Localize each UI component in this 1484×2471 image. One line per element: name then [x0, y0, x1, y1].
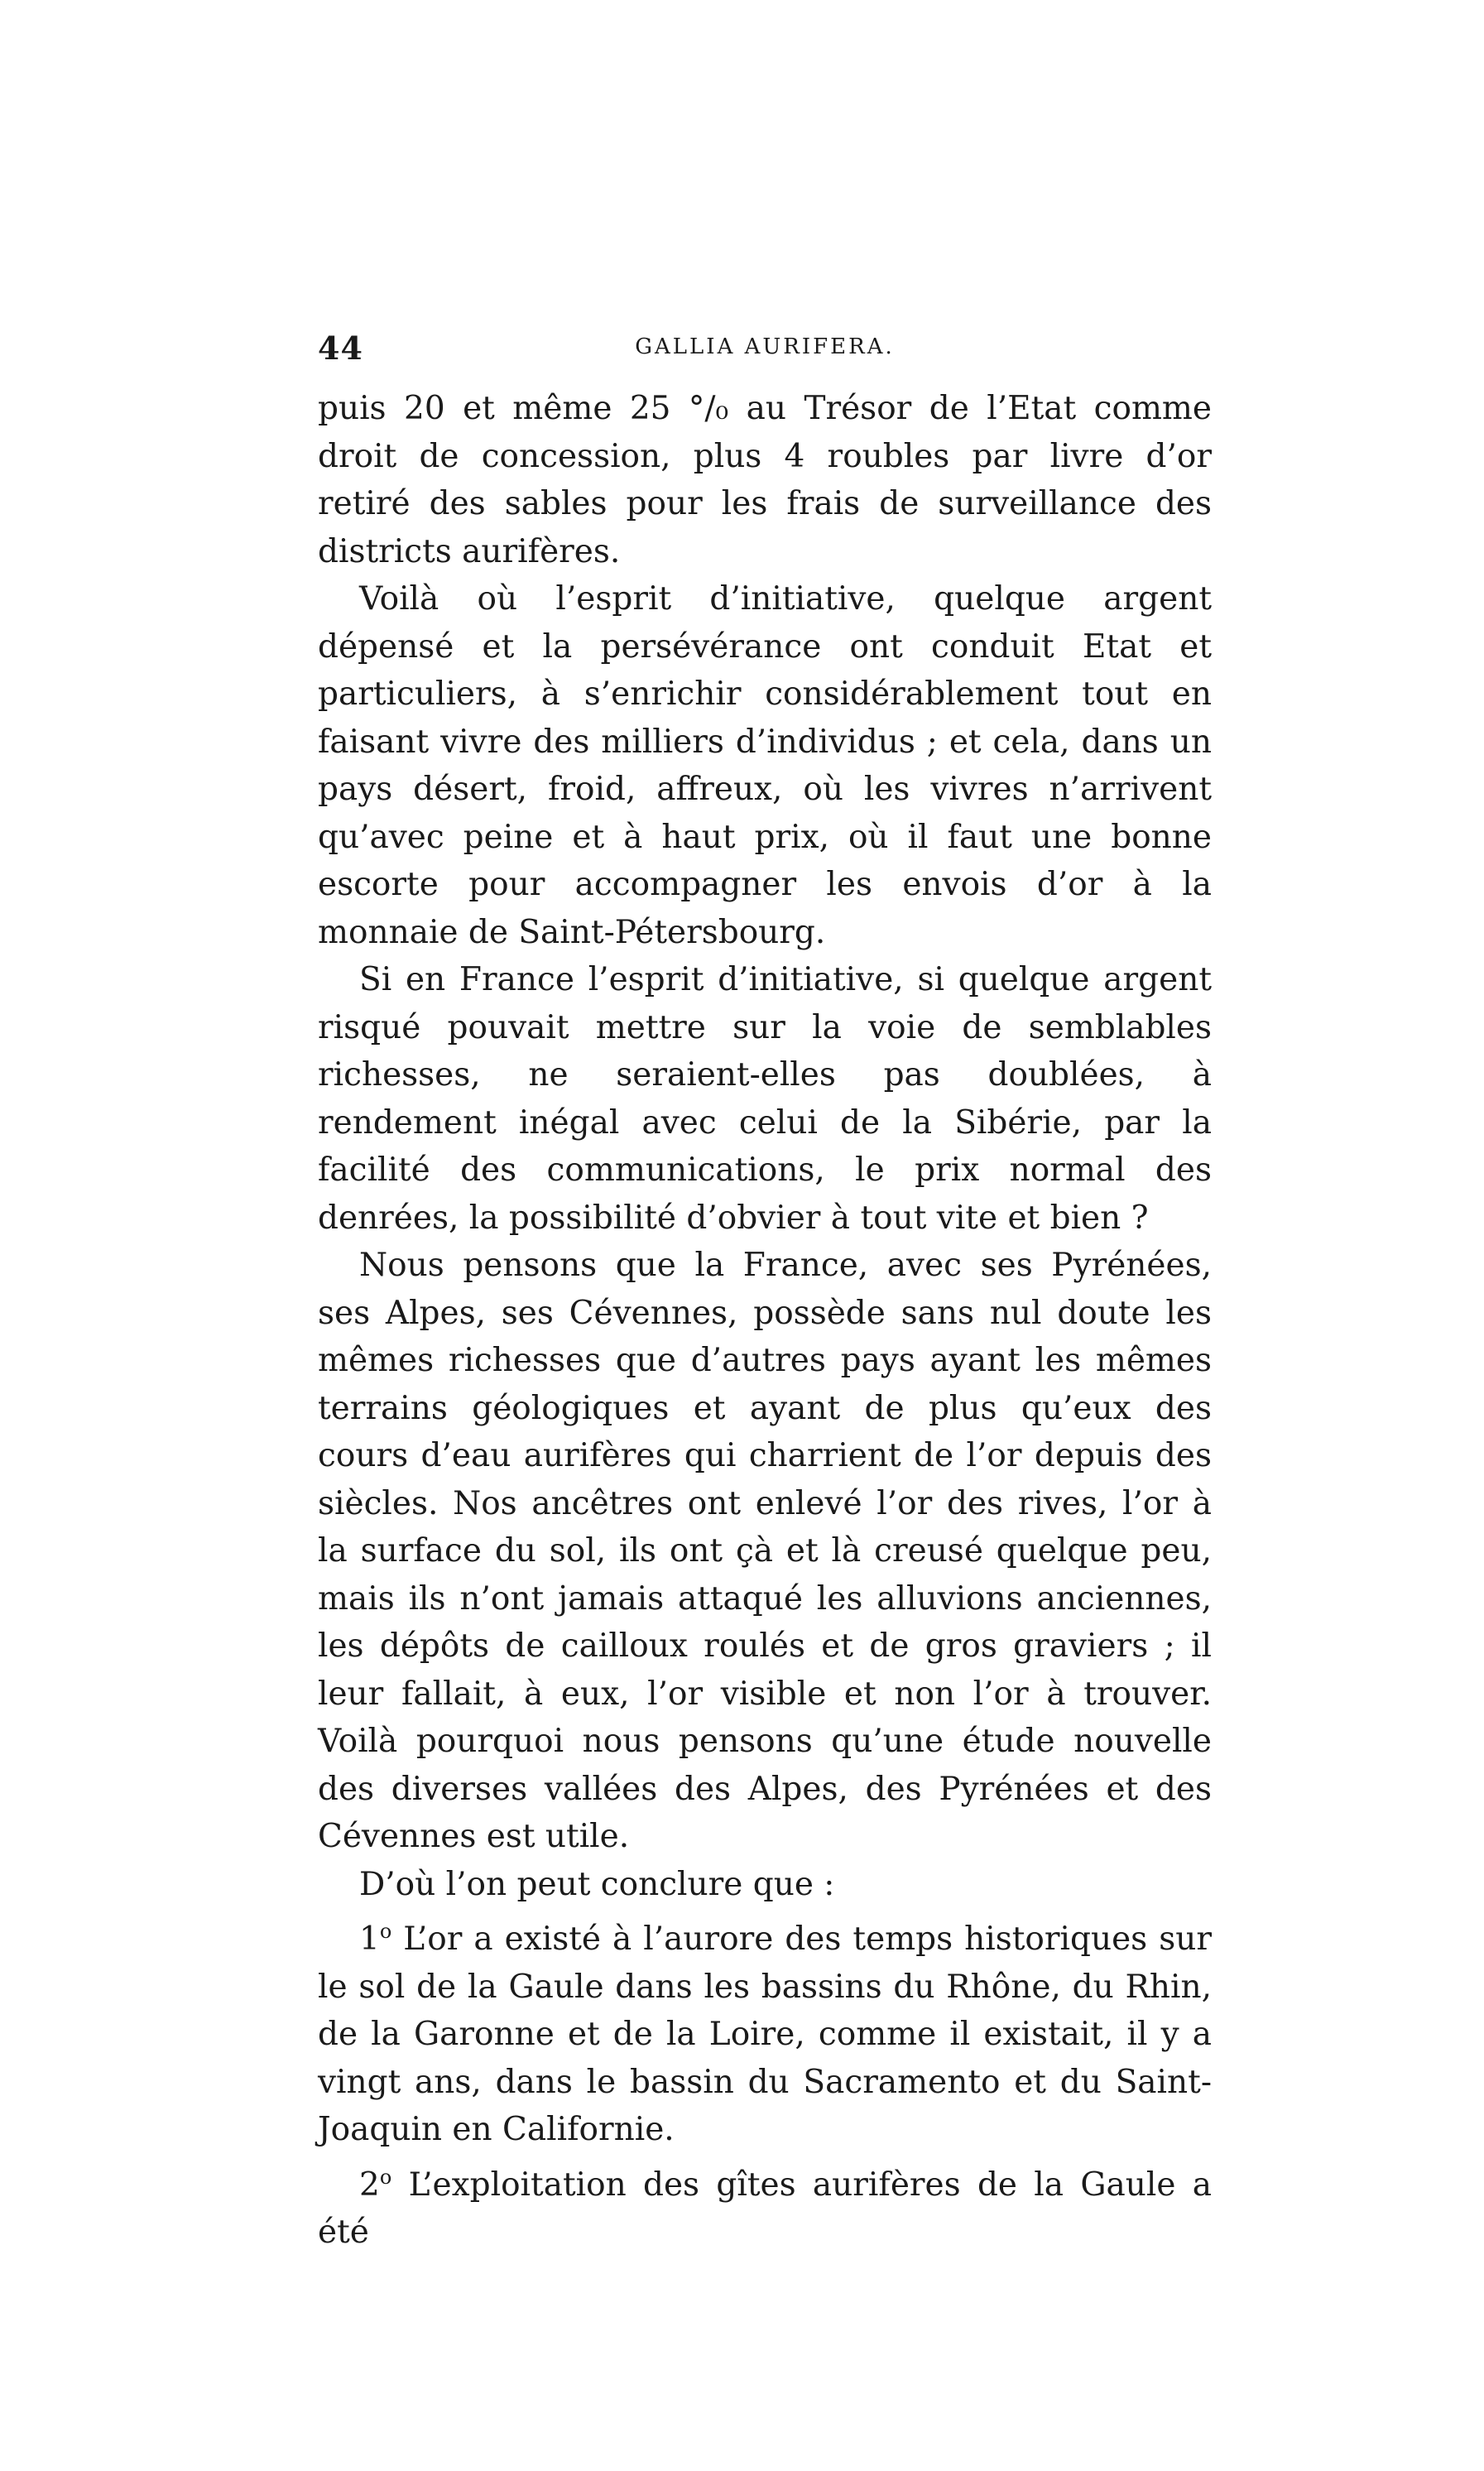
paragraph: Nous pensons que la France, avec ses Pyrénées, ses Alpes, ses Cévennes, possède sans nul doute les mêmes richesses que d’autres pays ayant les mêmes terrains géologiques et ayant de plus qu’eux des cours d’eau aurifères qui charrient de l’or depuis des siècles. Nos ancêtres ont enlevé l’or des rives, l’or à la surface du sol, ils ont çà et là creusé quelque peu, mais ils n’ont jamais attaqué les alluvions anciennes, les dépôts de cailloux roulés et de gros graviers ; il leur fallait, à eux, l’or visible et non l’or à trouver. Voilà pourquoi nous pensons qu’une étude nouvelle des diverses vallées des Alpes, des Pyrénées et des Cévennes est utile. — [318, 1247, 1212, 1855]
item-number: 1$^o$ — [359, 1920, 392, 1958]
numbered-item — [318, 1908, 1212, 2154]
paragraph: D’où l’on peut conclure que : — [359, 1865, 835, 1903]
item-text: L’or a existé à l’aurore des temps historiques sur le sol de la Gaule dans les bassins du Rhône, du Rhin, de la Garonne et de la Loire, comme il existait, il y a vingt ans, dans le bassin du Sacramento et du Saint-Joaquin en Californie. — [318, 1921, 1212, 2148]
item-number: 2$^o$ — [359, 2165, 392, 2204]
page-header — [318, 329, 1212, 371]
numbered-item — [318, 2154, 1212, 2257]
paragraph: Voilà où l’esprit d’initiative, quelque argent dépensé et la persévérance ont conduit Etat et particuliers, à s’enrichir considérablement tout en faisant vivre des milliers d’individus ; et cela, dans un pays désert, froid, affreux, où les vivres n’arrivent qu’avec peine et à haut prix, où il faut une bonne escorte pour accompagner les envois d’or à la monnaie de Saint-Pétersbourg. — [318, 580, 1212, 951]
page-number: 44 — [318, 329, 363, 367]
body-text — [318, 385, 1212, 2257]
paragraph: puis 20 et même 25 °/₀ au Trésor de l’Etat comme droit de concession, plus 4 roubles par livre d’or retiré des sables pour les frais de surveillance des districts aurifères. — [318, 390, 1212, 570]
running-title: GALLIA AURIFERA. — [635, 334, 895, 359]
item-text: L’exploitation des gîtes aurifères de la Gaule a été — [318, 2166, 1212, 2251]
paragraph: Si en France l’esprit d’initiative, si quelque argent risqué pouvait mettre sur la voie de semblables richesses, ne seraient-elles pas doublées, à rendement inégal avec celui de la Sibérie, par la facilité des communications, le prix normal des denrées, la possibilité d’obvier à tout vite et bien ? — [318, 961, 1212, 1237]
